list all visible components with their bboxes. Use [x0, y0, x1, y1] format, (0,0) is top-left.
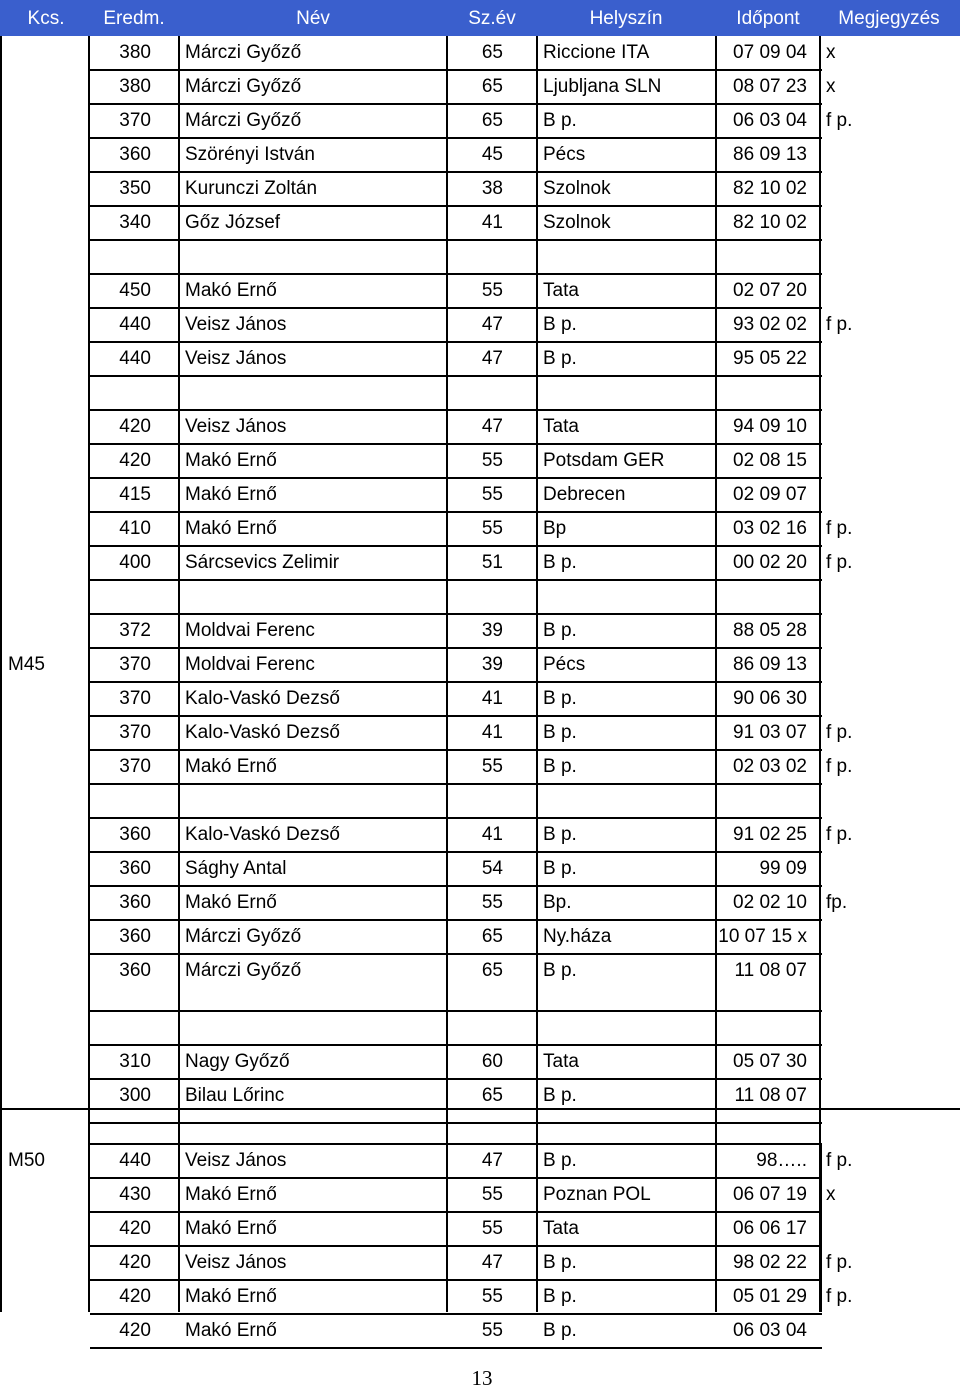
cell-idopont: 00 02 20 — [733, 552, 807, 573]
cell-eredm: 440 — [119, 1150, 151, 1171]
cell-eredm: 370 — [119, 654, 151, 675]
cell-eredm — [1, 582, 151, 612]
cell-eredm: 400 — [119, 552, 151, 573]
grid-line — [90, 307, 822, 309]
cell-helyszin: Tata — [543, 1218, 579, 1239]
cell-nev: Moldvai Ferenc — [185, 654, 315, 675]
cell-helyszin: Debrecen — [543, 484, 626, 505]
cell-nev: Bilau Lőrinc — [185, 1085, 285, 1106]
cell-idopont: 94 09 10 — [733, 416, 807, 437]
cell-eredm: 360 — [119, 960, 151, 981]
cell-nev: Veisz János — [185, 314, 287, 335]
cell-helyszin: B p. — [543, 824, 577, 845]
cell-nev: Makó Ernő — [185, 892, 277, 913]
cell-helyszin: Riccione ITA — [543, 42, 650, 63]
cell-szev: 55 — [481, 280, 503, 301]
cell-eredm — [1, 786, 151, 816]
cell-eredm: 300 — [119, 1085, 151, 1106]
cell-helyszin: Ljubljana SLN — [543, 76, 662, 97]
grid-line — [90, 511, 822, 513]
cell-szev — [353, 378, 503, 408]
cell-szev — [353, 786, 503, 816]
cell-helyszin: B p. — [543, 756, 577, 777]
cell-eredm: 350 — [119, 178, 151, 199]
cell-szev: 39 — [481, 620, 503, 641]
cell-megjegyzes: f p. — [826, 1252, 853, 1273]
grid-line — [90, 579, 822, 581]
cell-eredm: 420 — [119, 1218, 151, 1239]
cell-helyszin: Potsdam GER — [543, 450, 665, 471]
cell-nev: Márczi Győző — [185, 926, 302, 947]
category-label: M45 — [8, 654, 45, 675]
cell-idopont: 08 07 23 — [733, 76, 807, 97]
cell-idopont — [657, 1112, 807, 1142]
page-number: 13 — [471, 1366, 493, 1390]
cell-eredm: 360 — [119, 892, 151, 913]
grid-line — [90, 1143, 822, 1145]
cell-helyszin: Ny.háza — [543, 926, 612, 947]
cell-helyszin: B p. — [543, 1085, 577, 1106]
grid-line — [90, 103, 822, 105]
cell-idopont: 06 07 19 — [733, 1184, 807, 1205]
cell-idopont: 91 02 25 — [733, 824, 807, 845]
cell-eredm: 360 — [119, 824, 151, 845]
cell-eredm: 450 — [119, 280, 151, 301]
col-szev-header: Sz.év — [468, 8, 516, 29]
grid-line — [90, 919, 822, 921]
grid-line — [90, 205, 822, 207]
cell-szev: 41 — [481, 722, 503, 743]
cell-idopont: 02 02 10 — [733, 892, 807, 913]
cell-idopont: 02 07 20 — [733, 280, 807, 301]
grid-line — [90, 783, 822, 785]
cell-szev: 65 — [481, 42, 503, 63]
cell-eredm: 420 — [119, 450, 151, 471]
cell-helyszin: B p. — [543, 1150, 577, 1171]
cell-nev: Márczi Győző — [185, 960, 302, 981]
cell-idopont: 10 07 15 x — [718, 926, 807, 947]
cell-szev: 55 — [481, 484, 503, 505]
cell-idopont: 06 03 04 — [733, 1320, 807, 1341]
cell-eredm: 380 — [119, 42, 151, 63]
cell-nev: Makó Ernő — [185, 518, 277, 539]
cell-szev: 65 — [481, 926, 503, 947]
grid-line — [178, 36, 180, 1312]
grid-line — [90, 239, 822, 241]
cell-eredm: 440 — [119, 314, 151, 335]
cell-eredm: 370 — [119, 688, 151, 709]
grid-line — [90, 545, 822, 547]
cell-helyszin: Tata — [543, 416, 579, 437]
cell-eredm: 440 — [119, 348, 151, 369]
cell-eredm: 340 — [119, 212, 151, 233]
grid-line — [90, 477, 822, 479]
cell-szev: 55 — [481, 518, 503, 539]
cell-nev: Veisz János — [185, 416, 287, 437]
cell-szev: 65 — [481, 110, 503, 131]
grid-line — [820, 1144, 822, 1312]
cell-megjegyzes: x — [826, 42, 836, 63]
grid-line — [90, 69, 822, 71]
grid-line — [90, 1313, 822, 1315]
cell-helyszin: B p. — [543, 1286, 577, 1307]
cell-idopont: 98 02 22 — [733, 1252, 807, 1273]
grid-line — [90, 1347, 822, 1349]
cell-szev: 65 — [481, 1085, 503, 1106]
grid-line — [90, 885, 822, 887]
cell-megjegyzes: f p. — [826, 518, 853, 539]
cell-helyszin: Pécs — [543, 144, 586, 165]
cell-megjegyzes: f p. — [826, 1150, 853, 1171]
cell-idopont — [657, 378, 807, 408]
cell-szev: 47 — [481, 1252, 503, 1273]
cell-szev: 47 — [481, 348, 503, 369]
cell-szev: 55 — [481, 1184, 503, 1205]
grid-line — [90, 341, 822, 343]
cell-szev: 47 — [481, 416, 503, 437]
col-nev-header: Név — [296, 8, 330, 29]
cell-szev: 41 — [481, 212, 503, 233]
cell-szev: 51 — [481, 552, 503, 573]
cell-szev: 55 — [481, 1320, 503, 1341]
cell-szev: 55 — [481, 1218, 503, 1239]
cell-megjegyzes: f p. — [826, 552, 853, 573]
cell-idopont: 99 09 — [759, 858, 807, 879]
cell-idopont: 91 03 07 — [733, 722, 807, 743]
cell-eredm: 430 — [119, 1184, 151, 1205]
grid-line — [90, 1245, 822, 1247]
cell-nev: Moldvai Ferenc — [185, 620, 315, 641]
cell-szev: 38 — [481, 178, 503, 199]
cell-szev: 55 — [481, 892, 503, 913]
cell-idopont — [657, 1013, 807, 1043]
cell-szev: 60 — [481, 1051, 503, 1072]
cell-eredm — [1, 242, 151, 272]
cell-helyszin: Tata — [543, 1051, 579, 1072]
cell-megjegyzes: f p. — [826, 824, 853, 845]
grid-line — [90, 953, 822, 955]
cell-helyszin: Pécs — [543, 654, 586, 675]
cell-szev: 55 — [481, 756, 503, 777]
cell-idopont: 02 08 15 — [733, 450, 807, 471]
cell-nev: Makó Ernő — [185, 1286, 277, 1307]
grid-line — [90, 749, 822, 751]
cell-eredm: 370 — [119, 722, 151, 743]
cell-nev: Kalo-Vaskó Dezső — [185, 688, 340, 709]
cell-eredm — [1, 378, 151, 408]
cell-nev: Veisz János — [185, 1252, 287, 1273]
col-helyszin-header: Helyszín — [589, 8, 663, 29]
cell-idopont: 03 02 16 — [733, 518, 807, 539]
cell-idopont: 86 09 13 — [733, 654, 807, 675]
cell-helyszin: B p. — [543, 552, 577, 573]
cell-megjegyzes: f p. — [826, 756, 853, 777]
cell-eredm: 410 — [119, 518, 151, 539]
cell-szev: 41 — [481, 688, 503, 709]
cell-eredm: 420 — [119, 416, 151, 437]
cell-megjegyzes: f p. — [826, 722, 853, 743]
cell-idopont: 98….. — [756, 1150, 807, 1171]
cell-nev: Márczi Győző — [185, 110, 302, 131]
cell-helyszin: B p. — [543, 1320, 577, 1341]
grid-line — [90, 1177, 822, 1179]
cell-helyszin: B p. — [543, 960, 577, 981]
cell-eredm: 370 — [119, 110, 151, 131]
cell-eredm — [1, 1013, 151, 1043]
cell-helyszin: B p. — [543, 348, 577, 369]
grid-line — [90, 443, 822, 445]
cell-eredm: 360 — [119, 144, 151, 165]
cell-nev: Makó Ernő — [185, 484, 277, 505]
grid-line — [90, 1279, 822, 1281]
cell-idopont — [657, 242, 807, 272]
cell-idopont: 82 10 02 — [733, 212, 807, 233]
cell-idopont: 11 08 07 — [734, 1085, 807, 1106]
cell-szev: 65 — [481, 960, 503, 981]
grid-line — [90, 647, 822, 649]
cell-nev: Gőz József — [185, 212, 281, 233]
grid-line — [90, 817, 822, 819]
cell-eredm: 420 — [119, 1286, 151, 1307]
cell-nev: Sárcsevics Zelimir — [185, 552, 340, 573]
cell-helyszin: Szolnok — [543, 212, 611, 233]
cell-eredm: 372 — [119, 620, 151, 641]
grid-line — [90, 171, 822, 173]
cell-idopont — [657, 786, 807, 816]
grid-line — [90, 1010, 822, 1012]
cell-megjegyzes: f p. — [826, 110, 853, 131]
grid-line — [536, 36, 538, 1312]
cell-szev — [353, 242, 503, 272]
cell-idopont: 88 05 28 — [733, 620, 807, 641]
cell-idopont: 82 10 02 — [733, 178, 807, 199]
cell-helyszin: Bp — [543, 518, 567, 539]
cell-helyszin: B p. — [543, 620, 577, 641]
cell-eredm: 360 — [119, 858, 151, 879]
grid-line — [90, 613, 822, 615]
cell-megjegyzes: x — [826, 1184, 836, 1205]
cell-nev: Veisz János — [185, 1150, 287, 1171]
cell-szev — [353, 582, 503, 612]
cell-szev: 45 — [481, 144, 503, 165]
cell-nev: Makó Ernő — [185, 280, 277, 301]
cell-helyszin: B p. — [543, 1252, 577, 1273]
cell-helyszin: Tata — [543, 280, 579, 301]
grid-line — [90, 273, 822, 275]
cell-nev: Nagy Győző — [185, 1051, 290, 1072]
cell-eredm: 380 — [119, 76, 151, 97]
grid-line — [90, 1044, 822, 1046]
cell-megjegyzes: x — [826, 76, 836, 97]
cell-nev: Márczi Győző — [185, 42, 302, 63]
cell-nev: Makó Ernő — [185, 756, 277, 777]
cell-helyszin: Szolnok — [543, 178, 611, 199]
cell-nev: Szörényi István — [185, 144, 315, 165]
cell-idopont: 07 09 04 — [733, 42, 807, 63]
cell-helyszin: Bp. — [543, 892, 572, 913]
cell-nev: Makó Ernő — [185, 1218, 277, 1239]
category-label: M50 — [8, 1150, 45, 1171]
cell-eredm: 415 — [119, 484, 151, 505]
cell-idopont: 02 03 02 — [733, 756, 807, 777]
cell-idopont: 93 02 02 — [733, 314, 807, 335]
cell-szev: 47 — [481, 1150, 503, 1171]
cell-eredm: 420 — [119, 1320, 151, 1341]
col-kcs-header: Kcs. — [27, 8, 65, 29]
cell-helyszin: B p. — [543, 314, 577, 335]
cell-idopont: 95 05 22 — [733, 348, 807, 369]
grid-line — [90, 851, 822, 853]
cell-szev — [353, 1013, 503, 1043]
cell-idopont: 05 07 30 — [733, 1051, 807, 1072]
cell-nev: Kalo-Vaskó Dezső — [185, 824, 340, 845]
cell-idopont: 90 06 30 — [733, 688, 807, 709]
cell-szev: 55 — [481, 450, 503, 471]
cell-megjegyzes: fp. — [826, 892, 848, 913]
cell-szev: 55 — [481, 1286, 503, 1307]
cell-nev: Márczi Győző — [185, 76, 302, 97]
cell-eredm: 420 — [119, 1252, 151, 1273]
col-idopont-header: Időpont — [736, 8, 800, 29]
cell-nev: Makó Ernő — [185, 1184, 277, 1205]
cell-idopont: 06 06 17 — [733, 1218, 807, 1239]
grid-line — [90, 1211, 822, 1213]
cell-szev: 47 — [481, 314, 503, 335]
cell-idopont: 06 03 04 — [733, 110, 807, 131]
cell-megjegyzes: f p. — [826, 314, 853, 335]
cell-idopont: 02 09 07 — [733, 484, 807, 505]
cell-nev: Makó Ernő — [185, 450, 277, 471]
col-megjegyzes-header: Megjegyzés — [838, 8, 940, 29]
cell-helyszin: Poznan POL — [543, 1184, 651, 1205]
cell-helyszin: B p. — [543, 688, 577, 709]
cell-idopont: 11 08 07 — [734, 960, 807, 981]
cell-szev: 54 — [481, 858, 503, 879]
grid-line — [90, 375, 822, 377]
grid-line — [90, 715, 822, 717]
cell-helyszin: B p. — [543, 110, 577, 131]
cell-szev: 41 — [481, 824, 503, 845]
cell-eredm: 310 — [119, 1051, 151, 1072]
grid-line — [90, 1078, 822, 1080]
grid-line — [90, 681, 822, 683]
cell-eredm: 370 — [119, 756, 151, 777]
cell-nev: Kalo-Vaskó Dezső — [185, 722, 340, 743]
table-header — [0, 0, 960, 36]
cell-idopont: 86 09 13 — [733, 144, 807, 165]
cell-nev: Kurunczi Zoltán — [185, 178, 318, 199]
cell-szev: 65 — [481, 76, 503, 97]
cell-eredm: 360 — [119, 926, 151, 947]
cell-idopont: 05 01 29 — [733, 1286, 807, 1307]
cell-szev: 39 — [481, 654, 503, 675]
grid-line — [819, 36, 821, 1312]
cell-helyszin: B p. — [543, 722, 577, 743]
grid-line — [90, 409, 822, 411]
cell-helyszin: B p. — [543, 858, 577, 879]
col-eredm-header: Eredm. — [103, 8, 165, 29]
cell-nev: Sághy Antal — [185, 858, 287, 879]
cell-idopont — [657, 582, 807, 612]
cell-nev: Makó Ernő — [185, 1320, 277, 1341]
cell-eredm — [1, 1112, 151, 1142]
cell-megjegyzes: f p. — [826, 1286, 853, 1307]
grid-line — [90, 137, 822, 139]
cell-szev — [353, 1112, 503, 1142]
cell-nev: Veisz János — [185, 348, 287, 369]
